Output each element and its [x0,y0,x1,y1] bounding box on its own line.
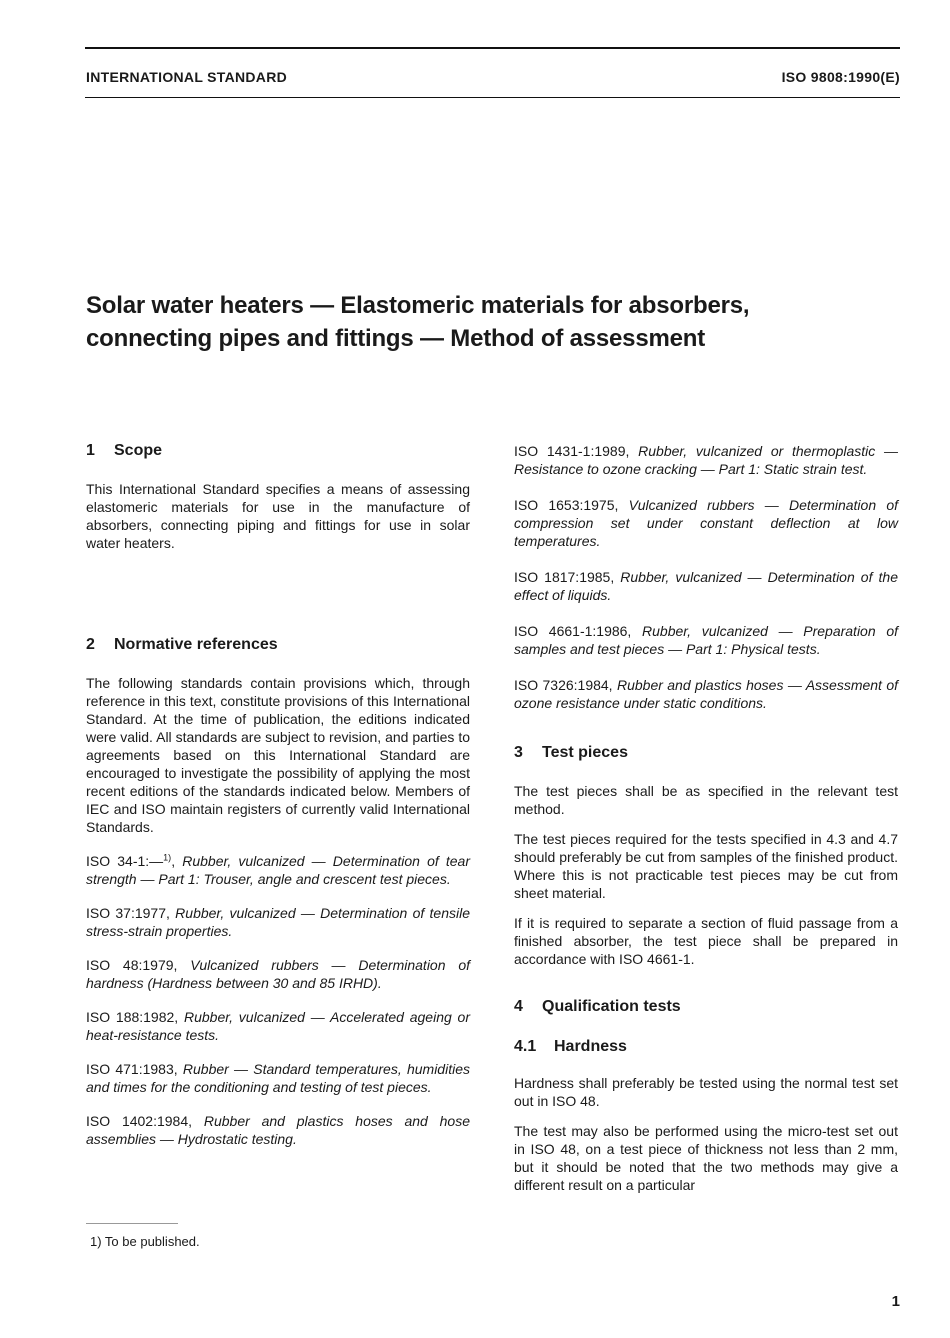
reference-item: ISO 1431-1:1989, Rubber, vulcanized or thermoplastic — Resistance to ozone cracking — Part 1: Static strain test. [514,443,899,477]
section-4-1-heading: 4.1 Hardness [514,1038,627,1055]
footnote-rule [86,1223,178,1224]
reference-item: ISO 4661-1:1986, Rubber, vulcanized — Preparation of samples and test pieces — Part 1: Physical tests. [514,623,898,657]
page-number: 1 [891,1293,900,1310]
normative-text: The following standards contain provisions which, through reference in this text, constitute provisions of this International Standard. At the time of publication, the editions indicated were valid. All standards are subject to revision, and parties to agreements based on this International Standard are encouraged to investigate the possibility of applying the most recent editions of the standards indicated below. Members of IEC and ISO maintain registers of currently valid International Standards. [86,675,470,835]
reference-item: ISO 37:1977, Rubber, vulcanized — Determination of tensile stress-strain properties. [86,905,470,939]
reference-item: ISO 1653:1975, Vulcanized rubbers — Determination of compression set under constant deflection at low temperatures. [514,497,899,549]
test-pieces-text-1: The test pieces shall be as specified in the relevant test method. [514,783,898,817]
scope-text: This International Standard specifies a means of assessing elastomeric materials for use in the manufacture of absorbers, connecting piping and fittings for use in solar water heaters. [86,481,470,551]
reference-item: ISO 1817:1985, Rubber, vulcanized — Determination of the effect of liquids. [514,569,898,603]
left-column [86,440,470,1164]
test-pieces-text-3: If it is required to separate a section of fluid passage from a finished absorber, the test piece shall be prepared in accordance with ISO 4661-1. [514,915,898,967]
section-2-heading: 2 Normative references [86,636,278,653]
footnote: 1) To be published. [90,1234,200,1249]
title-line-1: Solar water heaters — Elastomeric materials for absorbers, [86,292,750,319]
header-bottom-rule [85,97,900,98]
reference-item: ISO 471:1983, Rubber — Standard temperatures, humidities and times for the conditioning and testing of test pieces. [86,1061,470,1095]
reference-item: ISO 34-1:—$^{1)}$, Rubber, vulcanized — Determination of tear strength — Part 1: Trouser, angle and crescent test pieces. [86,852,471,887]
reference-item: ISO 7326:1984, Rubber and plastics hoses — Assessment of ozone resistance under static conditions. [514,677,899,711]
reference-item: ISO 1402:1984, Rubber and plastics hoses and hose assemblies — Hydrostatic testing. [86,1113,471,1147]
section-4-heading: 4 Qualification tests [514,998,681,1015]
document-title [86,289,886,355]
right-column [514,442,898,1206]
reference-item: ISO 188:1982, Rubber, vulcanized — Accelerated ageing or heat-resistance tests. [86,1009,470,1043]
test-pieces-text-2: The test pieces required for the tests specified in 4.3 and 4.7 should preferably be cut from samples of the finished product. Where this is not practicable test pieces may be cut from sheet material. [514,831,898,901]
hardness-text-2: The test may also be performed using the micro-test set out in ISO 48, on a test piece of thickness not less than 2 mm, but it should be noted that the two methods may give a different result on a particular [514,1123,898,1193]
reference-item: ISO 48:1979, Vulcanized rubbers — Determination of hardness (Hardness between 30 and 85 IRHD). [86,957,470,991]
section-3-heading: 3 Test pieces [514,744,628,761]
hardness-text-1: Hardness shall preferably be tested using the normal test set out in ISO 48. [514,1075,898,1109]
document-type-label: INTERNATIONAL STANDARD [86,69,288,85]
standard-number: ISO 9808:1990(E) [781,69,900,85]
header-top-rule [85,47,900,49]
title-line-2: connecting pipes and fittings — Method of assessment [86,325,706,352]
section-1-heading: 1 Scope [86,442,163,459]
